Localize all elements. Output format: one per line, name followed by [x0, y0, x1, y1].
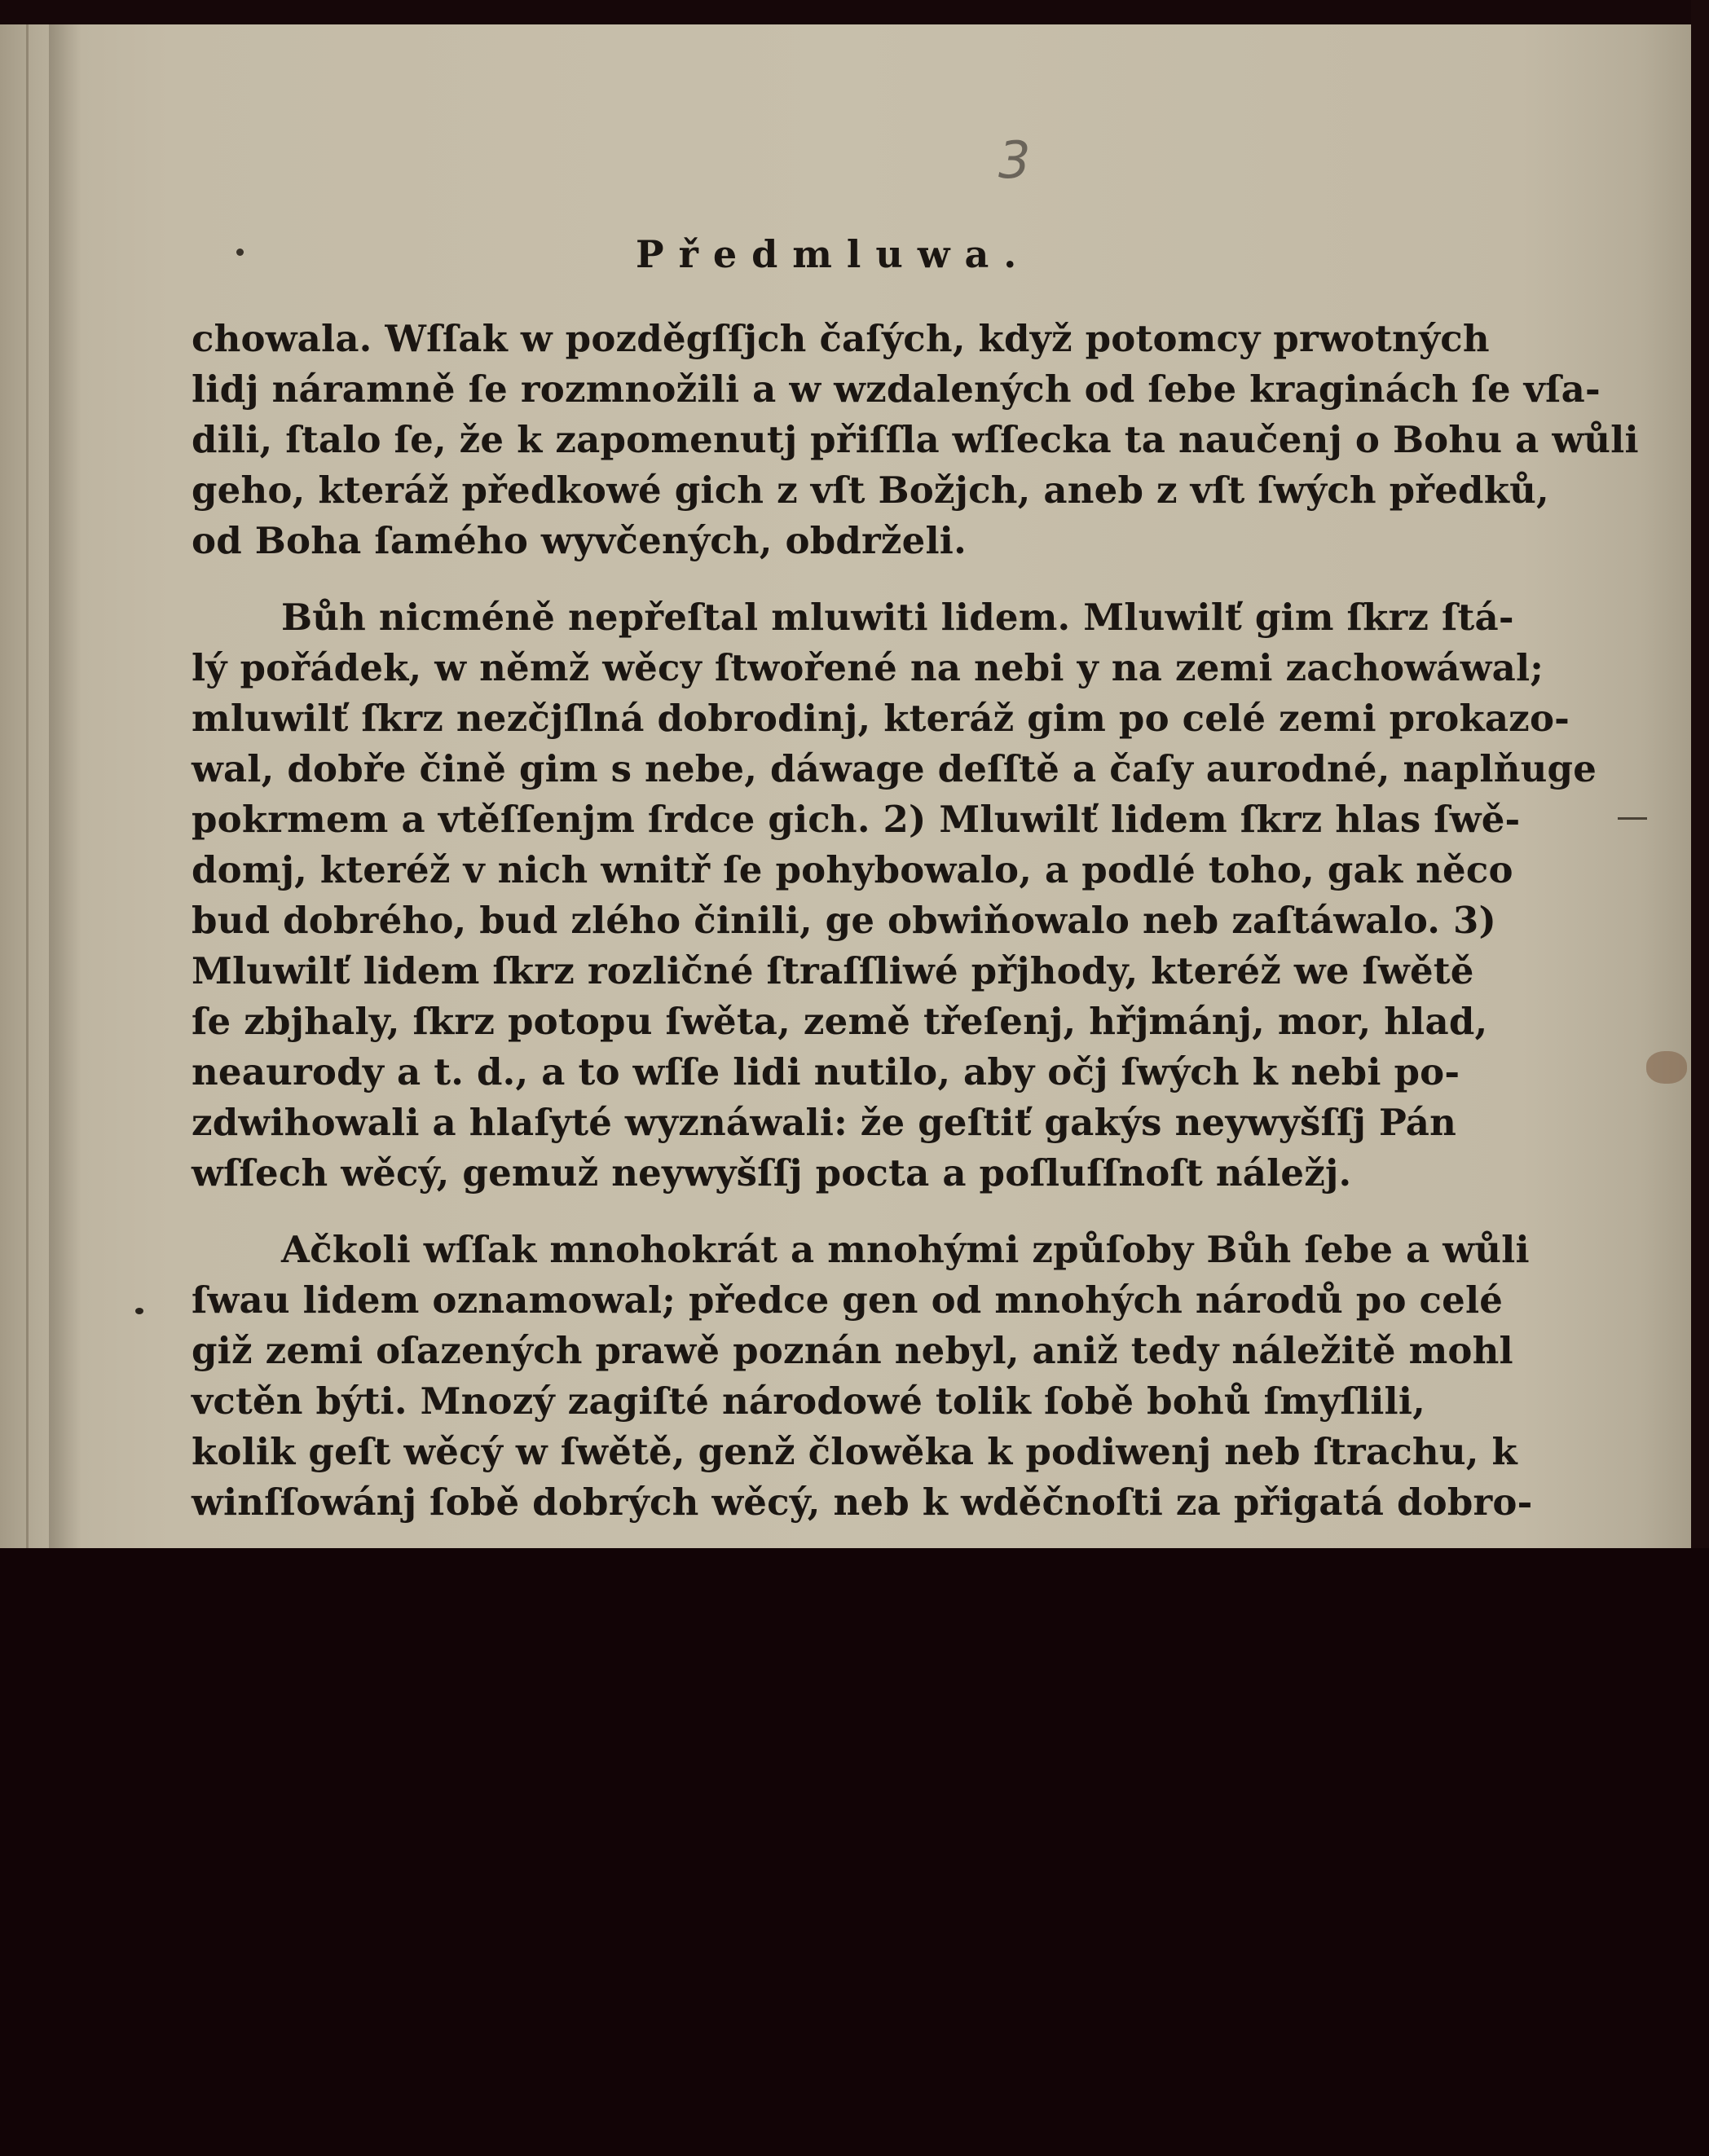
paragraph-first-line: Ačkoli wſſak mnohokrát a mnohými způſoby Bůh ſebe a wůli	[281, 1228, 1530, 1271]
text-line: winſſowánj ſobě dobrých wěcý, neb k wděčnoſti za přigatá dobro-	[192, 1481, 1533, 1524]
text-line: neaurody a t. d., a to wſſe lidi nutilo, aby očj ſwých k nebi po-	[192, 1050, 1460, 1093]
text-line: dili, ſtalo ſe, že k zapomenutj přiſſla wſſecka ta naučenj o Bohu a wůli	[192, 418, 1639, 461]
text-line: wal, dobře čině gim s nebe, dáwage deſſtě a čaſy aurodné, naplňuge	[192, 747, 1597, 790]
text-line: kolik geſt wěcý w ſwětě, genž člowěka k podiwenj neb ſtrachu, k	[192, 1430, 1517, 1473]
text-line: ſe zbjhaly, ſkrz potopu ſwěta, země třeſenj, hřjmánj, mor, hlad,	[192, 1000, 1488, 1043]
spine-shadow	[49, 24, 81, 1548]
text-line: od Boha ſamého wyvčených, obdrželi.	[192, 519, 967, 562]
text-line: Mluwilť lidem ſkrz rozličné ſtraſſliwé přjhody, kteréž we ſwětě	[192, 949, 1474, 992]
text-line: bud dobrého, bud zlého činili, ge obwiňowalo neb zaſtáwalo. 3)	[192, 899, 1497, 942]
text-line: zdwihowali a hlaſyté wyznáwali: že geſtiť gakýs neywyšſſj Pán	[192, 1101, 1457, 1144]
text-line: giž zemi oſazených prawě poznán nebyl, aniž tedy náležitě mohl	[192, 1329, 1513, 1372]
text-line: geho, kteráž předkowé gich z vſt Božjch, aneb z vſt ſwých předků,	[192, 469, 1549, 512]
text-line: pokrmem a vtěſſenjm ſrdce gich. 2) Mluwilť lidem ſkrz hlas ſwě-	[192, 798, 1521, 841]
text-line: vctěn býti. Mnozý zagiſté národowé tolik ſobě bohů ſmyſlili,	[192, 1379, 1425, 1423]
ink-smudge	[1646, 1051, 1687, 1084]
ink-dot	[236, 249, 244, 256]
margin-dot	[135, 1308, 143, 1314]
running-head: Předmluwa.	[636, 232, 1032, 276]
right-scan-border	[1691, 0, 1709, 1548]
text-line: chowala. Wſſak w pozděgſſjch čaſých, když potomcy prwotných	[192, 317, 1490, 360]
text-line: domj, kteréž v nich wnitř ſe pohybowalo, a podlé toho, gak něco	[192, 848, 1513, 891]
top-scan-border	[0, 0, 1709, 24]
paragraph-first-line: Bůh nicméně nepřeſtal mluwiti lidem. Mluwilť gim ſkrz ſtá-	[281, 596, 1514, 639]
page-number: 3	[998, 130, 1031, 190]
text-line: lý pořádek, w němž wěcy ſtwořené na nebi y na zemi zachowáwal;	[192, 646, 1544, 689]
text-line: wſſech wěcý, gemuž neywyšſſj pocta a poſluſſnoſt náležj.	[192, 1151, 1352, 1195]
body-text	[192, 314, 1639, 1528]
text-line: ſwau lidem oznamowal; předce gen od mnohých národů po celé	[192, 1278, 1504, 1322]
text-line: lidj náramně ſe rozmnožili a w wzdalených od ſebe kraginách ſe vſa-	[192, 367, 1601, 411]
margin-dash	[1618, 817, 1647, 820]
text-line: mluwilť ſkrz nezčjſlná dobrodinj, kteráž gim po celé zemi prokazo-	[192, 697, 1570, 740]
page-edge-line	[26, 24, 29, 1548]
